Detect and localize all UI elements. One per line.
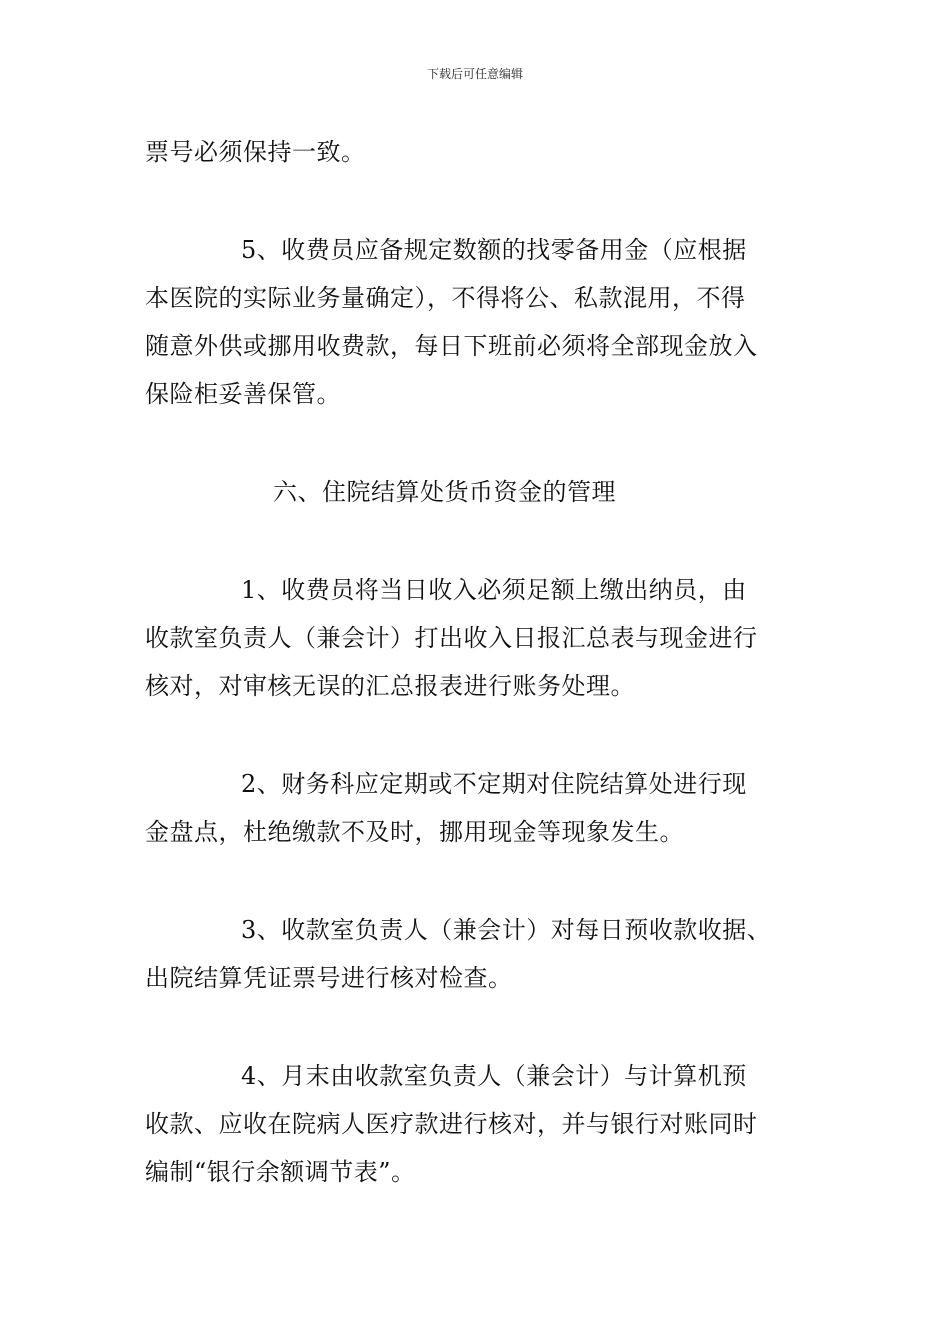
paragraph-line: 出院结算凭证票号进行核对检查。	[145, 964, 513, 992]
paragraph-gap	[145, 856, 815, 906]
paragraph-line: 5、收费员应备规定数额的找零备用金（应根据	[241, 236, 747, 264]
paragraph-gap	[145, 1002, 815, 1052]
paragraph-line: 4、月末由收款室负责人（兼会计）与计算机预	[241, 1062, 747, 1090]
paragraph-line: 1、收费员将当日收入必须足额上缴出纳员，由	[241, 576, 747, 604]
paragraph-line: 核对，对审核无误的汇总报表进行账务处理。	[145, 672, 635, 700]
paragraph-gap	[145, 710, 815, 760]
document-body	[145, 128, 815, 1196]
page-header: 下载后可任意编辑	[426, 67, 523, 81]
paragraph-line: 本医院的实际业务量确定），不得将公、私款混用，不得	[145, 284, 746, 312]
paragraph-line: 收款室负责人（兼会计）打出收入日报汇总表与现金进行	[145, 624, 758, 652]
paragraph-line: 收款、应收在院病人医疗款进行核对，并与银行对账同时	[145, 1110, 758, 1138]
paragraph-gap	[145, 418, 815, 468]
paragraph-gap	[145, 516, 815, 566]
section-heading: 六、住院结算处货币资金的管理	[273, 478, 616, 506]
paragraph-line: 金盘点，杜绝缴款不及时，挪用现金等现象发生。	[145, 818, 684, 846]
paragraph-line: 3、收款室负责人（兼会计）对每日预收款收据、	[241, 916, 772, 944]
paragraph-line: 保险柜妥善保管。	[145, 380, 341, 408]
paragraph-line: 随意外供或挪用收费款，每日下班前必须将全部现金放入	[145, 332, 758, 360]
paragraph-gap	[145, 176, 815, 226]
paragraph-line: 编制“银行余额调节表”。	[145, 1158, 416, 1186]
paragraph-line: 2、财务科应定期或不定期对住院结算处进行现	[241, 770, 747, 798]
paragraph-line: 票号必须保持一致。	[145, 138, 366, 166]
